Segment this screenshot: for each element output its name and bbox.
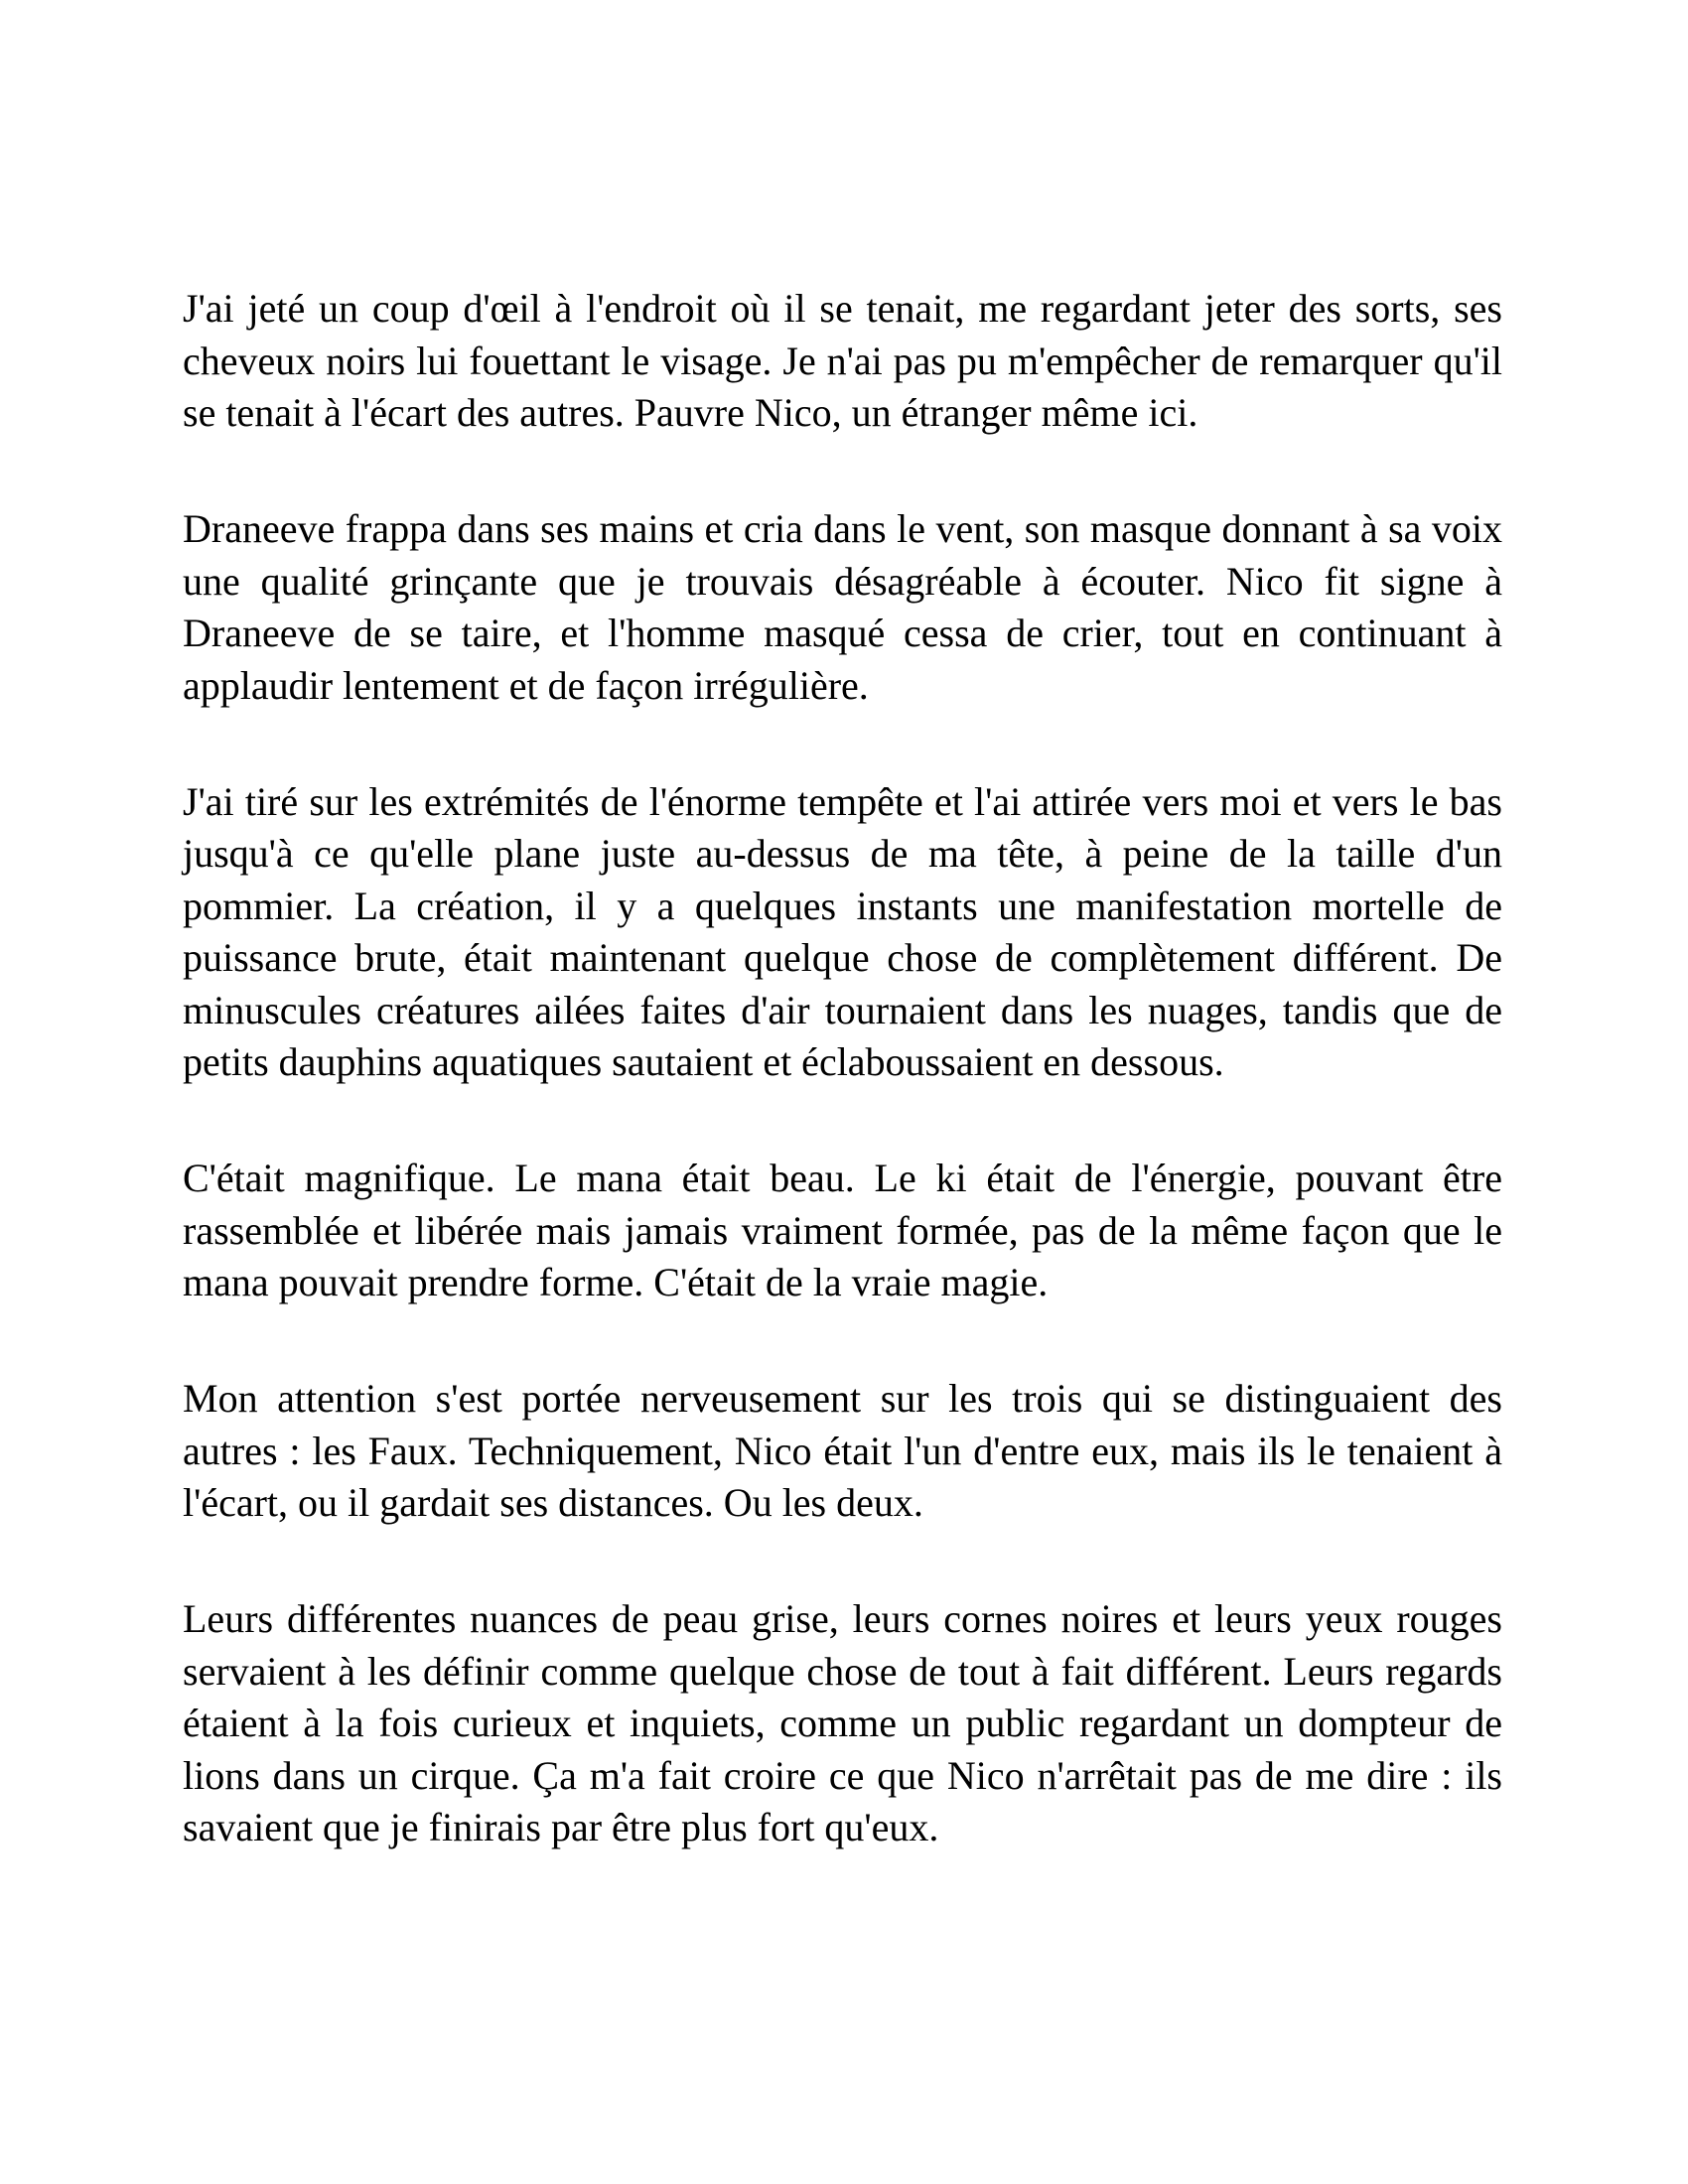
paragraph: J'ai jeté un coup d'œil à l'endroit où il se tenait, me regardant jeter des sorts, ses cheveux noirs lui fouettant le visage. Je n'ai pas pu m'empêcher de remarquer qu'il se tenait à l'écart des autres. Pauvre Nico, un étranger même ici. bbox=[183, 286, 1502, 435]
paragraph: J'ai tiré sur les extrémités de l'énorme tempête et l'ai attirée vers moi et vers le bas jusqu'à ce qu'elle plane juste au-dessus de ma tête, à peine de la taille d'un pommier. La création, il y a quelques instants une manifestation mortelle de puissance brute, était maintenant quelque chose de complètement différent. De minuscules créatures ailées faites d'air tournaient dans les nuages, tandis que de petits dauphins aquatiques sautaient et éclaboussaient en dessous. bbox=[183, 778, 1502, 1084]
text-column bbox=[183, 283, 1502, 1854]
paragraph: Draneeve frappa dans ses mains et cria dans le vent, son masque donnant à sa voix une qualité grinçante que je trouvais désagréable à écouter. Nico fit signe à Draneeve de se taire, et l'homme masqué cessa de crier, tout en continuant à applaudir lentement et de façon irrégulière. bbox=[183, 506, 1502, 708]
paragraph: Mon attention s'est portée nerveusement sur les trois qui se distinguaient des autres : les Faux. Techniquement, Nico était l'un d'entre eux, mais ils le tenaient à l'écart, ou il gardait ses distances. Ou les deux. bbox=[183, 1376, 1502, 1525]
paragraph: Leurs différentes nuances de peau grise, leurs cornes noires et leurs yeux rouges servaient à les définir comme quelque chose de tout à fait différent. Leurs regards étaient à la fois curieux et inquiets, comme un public regardant un dompteur de lions dans un cirque. Ça m'a fait croire ce que Nico n'arrêtait pas de me dire : ils savaient que je finirais par être plus fort qu'eux. bbox=[183, 1596, 1502, 1849]
paragraph: C'était magnifique. Le mana était beau. Le ki était de l'énergie, pouvant être rassemblée et libérée mais jamais vraiment formée, pas de la même façon que le mana pouvait prendre forme. C'était de la vraie magie. bbox=[183, 1156, 1502, 1304]
